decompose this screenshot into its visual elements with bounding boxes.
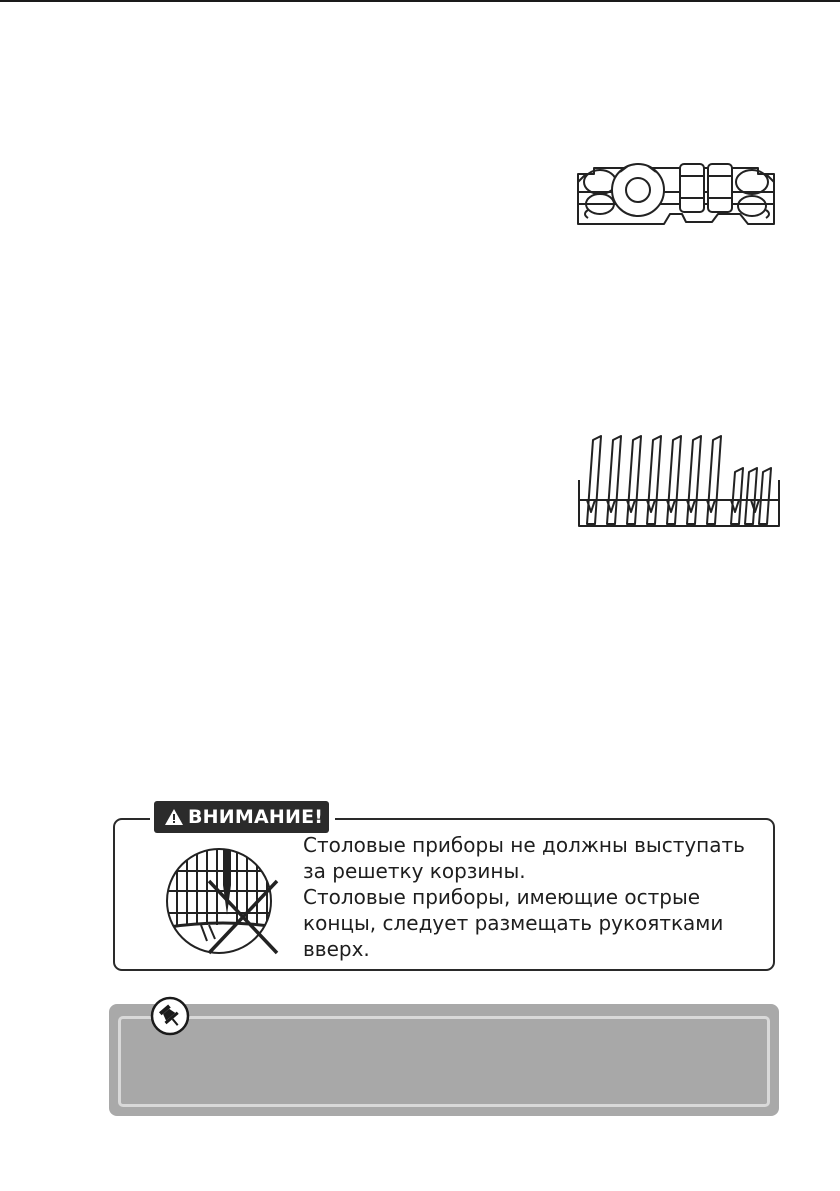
warning-line-1: Столовые приборы не должны выступать за решетку корзины. xyxy=(303,833,745,883)
warning-triangle-icon xyxy=(164,808,184,826)
cutlery-basket-illustration xyxy=(157,845,289,955)
page-top-rule xyxy=(0,0,840,2)
warning-text xyxy=(303,832,773,962)
warning-tag xyxy=(150,800,335,834)
note-box-inner xyxy=(118,1016,770,1107)
rack-with-plates-illustration xyxy=(572,152,782,232)
warning-tag-label xyxy=(154,801,329,833)
warning-line-2: Столовые приборы, имеющие острые концы, следует размещать рукоятками вверх. xyxy=(303,885,724,961)
warning-title: ВНИМАНИЕ! xyxy=(188,806,324,828)
note-box xyxy=(109,1004,779,1116)
rack-with-dishes-illustration xyxy=(575,428,783,532)
pushpin-icon xyxy=(149,995,191,1037)
